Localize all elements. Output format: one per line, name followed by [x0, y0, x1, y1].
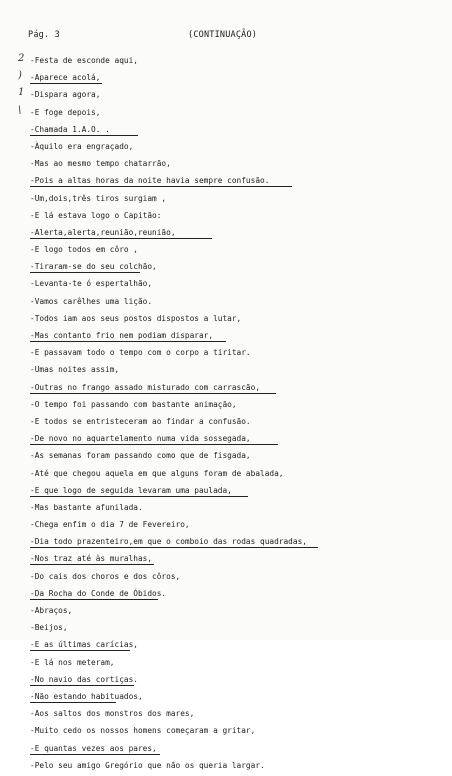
poem-line-text: -Dia todo prazenteiro,em que o comboio das rodas quadradas, — [30, 537, 307, 547]
poem-line — [0, 54, 452, 71]
poem-line-text: -E foge depois, — [30, 107, 101, 117]
pen-underline — [30, 272, 140, 273]
pen-underline — [30, 702, 116, 703]
poem-line-text: -Umas noites assim, — [30, 365, 120, 375]
poem-line-text: -Festa de esconde aqui, — [30, 56, 138, 65]
poem-line — [0, 570, 452, 587]
poem-line-text: -E as últimas carícias, — [30, 640, 138, 650]
poem-line-text: -Beijos, — [30, 623, 68, 633]
poem-line — [0, 673, 452, 690]
poem-line-text: -Abraços, — [30, 606, 73, 615]
poem-line-text: -Chamada 1.A.O. . — [30, 124, 110, 134]
poem-line-text: -E passavam todo o tempo com o corpo a tiritar. — [30, 348, 251, 358]
pen-underline — [30, 186, 292, 187]
poem-line — [0, 552, 452, 569]
poem-line — [0, 174, 452, 191]
poem-line — [0, 587, 452, 604]
poem-line-text: -E lá estava logo o Capitão: — [30, 210, 162, 220]
poem-line — [0, 381, 452, 398]
poem-line — [0, 415, 452, 432]
pen-underline — [30, 650, 130, 651]
poem-line — [0, 604, 452, 621]
poem-line — [0, 707, 452, 724]
pen-underline — [30, 444, 278, 445]
poem-line — [0, 432, 452, 449]
poem-line — [0, 742, 452, 759]
poem-line-text: -Mas bastante afunilada. — [30, 502, 143, 512]
poem-line-text: -Todos iam aos seus postos dispostos a lutar, — [30, 313, 242, 323]
poem-line — [0, 724, 452, 741]
poem-line — [0, 140, 452, 157]
poem-line — [0, 260, 452, 277]
pen-underline — [30, 496, 248, 497]
poem-line — [0, 467, 452, 484]
pen-underline — [30, 599, 158, 600]
poem-line — [0, 71, 452, 88]
poem-line-text: -No navio das cortiças. — [30, 674, 138, 684]
poem-line — [0, 226, 452, 243]
poem-line-text: -Vamos carêlhes uma lição. — [30, 296, 153, 306]
poem-line — [0, 656, 452, 673]
margin-mark: \ — [18, 104, 22, 116]
poem-line-text: -Da Rocha do Conde de Óbidos. — [30, 588, 167, 598]
poem-line — [0, 638, 452, 655]
margin-mark: 1 — [18, 87, 25, 99]
poem-line-text: -Nos traz até às muralhas, — [30, 554, 153, 564]
poem-line-text: -E quantas vezes aos pares, — [30, 743, 157, 753]
poem-line — [0, 621, 452, 638]
poem-line-text: -As semanas foram passando como que de fisgada, — [30, 451, 251, 461]
continuation-heading: (CONTINUAÇÃO) — [188, 30, 258, 40]
poem-line — [0, 518, 452, 535]
poem-line — [0, 501, 452, 518]
poem-line — [0, 277, 452, 294]
poem-line — [0, 535, 452, 552]
poem-line-text: -Mas ao mesmo tempo chatarrão, — [30, 159, 171, 169]
pen-underline — [30, 393, 276, 394]
poem-line-text: -Outras no frango assado misturado com carrascão, — [30, 382, 261, 392]
poem-line — [0, 295, 452, 312]
poem-line-text: -E lá nos meteram, — [30, 657, 115, 667]
poem-line-text: -Muito cedo os nossos homens começaram a gritar, — [30, 726, 256, 736]
poem-line-text: -Pelo seu amigo Gregório que não os queria largar. — [30, 760, 265, 770]
poem-line-text: -Do cais dos choros e dos côros, — [30, 571, 181, 581]
poem-line — [0, 398, 452, 415]
poem-line-text: -E logo todos em côro , — [30, 245, 138, 255]
poem-line — [0, 106, 452, 123]
pen-underline — [30, 135, 138, 136]
poem-line-text: -Dispara agora, — [30, 90, 101, 100]
poem-line-text: -E que logo de seguida levaram uma paulada, — [30, 485, 232, 495]
poem-line-text: -Aos saltos dos monstros dos mares, — [30, 709, 195, 719]
poem-line — [0, 329, 452, 346]
poem-line-text: -Mas contanto frio nem podiam disparar, — [30, 331, 214, 340]
poem-line-text: -Alerta,alerta,reunião,reunião, — [30, 227, 176, 237]
poem-line — [0, 312, 452, 329]
pen-underline — [30, 238, 212, 239]
poem-line — [0, 484, 452, 501]
poem-line-text: -Não estando habituados, — [30, 691, 143, 701]
page-number: Pág. 3 — [28, 30, 60, 40]
poem-line — [0, 690, 452, 707]
margin-mark: 2 — [18, 53, 25, 64]
poem-line-text: -Aparece acolá, — [30, 73, 101, 83]
poem-line-text: -E todos se entristeceram ao findar a confusão. — [30, 416, 251, 426]
poem-line — [0, 346, 452, 363]
pen-underline — [30, 754, 160, 755]
poem-line — [0, 363, 452, 380]
poem-line — [0, 759, 452, 776]
pen-underline — [30, 83, 102, 84]
poem-line — [0, 449, 452, 466]
margin-mark: ) — [18, 70, 22, 82]
pen-underline — [30, 564, 154, 565]
pen-underline — [30, 547, 318, 548]
poem-line — [0, 209, 452, 226]
poem-body — [0, 54, 452, 776]
poem-line-text: -Até que chegou aquela em que alguns foram de abalada, — [30, 468, 284, 478]
poem-line — [0, 88, 452, 105]
poem-line-text: -Chega enfim o dia 7 de Fevereiro, — [30, 520, 190, 530]
poem-line — [0, 157, 452, 174]
poem-line-text: -Levanta-te ó espertalhão, — [30, 279, 153, 289]
poem-line-text: -O tempo foi passando com bastante animação, — [30, 399, 237, 409]
poem-line-text: -Um,dois,três tiros surgiam , — [30, 193, 167, 203]
poem-line-text: -De novo no aquartelamento numa vida sossegada, — [30, 434, 251, 444]
poem-line — [0, 243, 452, 260]
poem-line-text: -Àquilo era engraçado, — [30, 141, 134, 151]
pen-underline — [30, 685, 134, 686]
poem-line-text: -Tiraram-se do seu colchão, — [30, 262, 157, 272]
poem-line — [0, 123, 452, 140]
poem-line — [0, 192, 452, 209]
pen-underline — [30, 341, 226, 342]
poem-line-text: -Pois a altas horas da noite havia sempre confusão. — [30, 176, 270, 186]
